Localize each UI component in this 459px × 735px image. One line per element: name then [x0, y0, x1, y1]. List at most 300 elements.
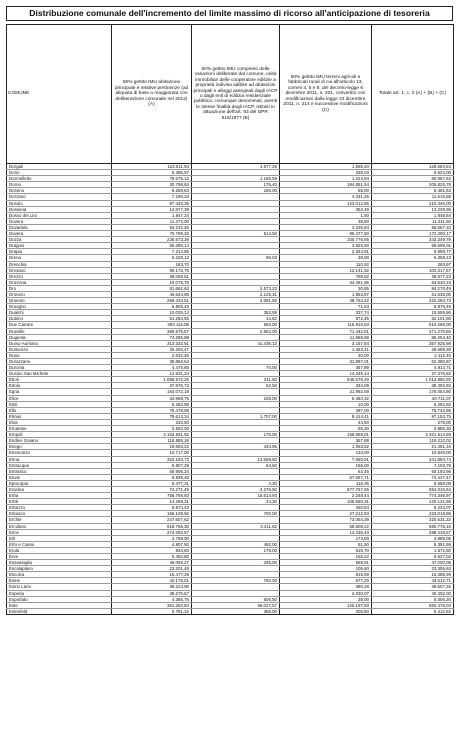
- cell-comune: Erve: [7, 554, 112, 560]
- cell-col-total: 2.988,06: [372, 535, 454, 541]
- cell-col-a: 15.477,28: [112, 572, 192, 578]
- cell-comune: Dovera: [7, 231, 112, 237]
- header-row: [7, 25, 454, 164]
- cell-col-total: 774.346,97: [372, 493, 454, 499]
- cell-col-c: 569,51: [280, 560, 372, 566]
- cell-col-a: 55.390,14: [112, 243, 192, 249]
- cell-col-a: 38.069,61: [112, 273, 192, 279]
- cell-col-total: 5.624,00: [372, 170, 454, 176]
- cell-col-total: 84.270,49: [372, 285, 454, 291]
- cell-col-a: 4.475,85: [112, 365, 192, 371]
- cell-col-total: 74.437,47: [372, 474, 454, 480]
- cell-col-a: 3.820,00: [112, 426, 192, 432]
- cell-col-b: 492,00: [192, 541, 280, 547]
- cell-col-a: 90.175,76: [112, 267, 192, 273]
- cell-col-b: 3.411,82: [192, 523, 280, 529]
- cell-col-c: 367,89: [280, 365, 372, 371]
- cell-col-a: 1.847,24: [112, 212, 192, 218]
- cell-col-c: 30,00: [280, 352, 372, 358]
- cell-comune: Erchie: [7, 517, 112, 523]
- cell-col-total: 583.478,04: [372, 602, 454, 608]
- cell-col-c: 352,49: [280, 206, 372, 212]
- cell-comune: Enna: [7, 456, 112, 462]
- cell-comune: Dronero: [7, 291, 112, 297]
- cell-col-b: 352,59: [192, 310, 280, 316]
- cell-col-total: 6.358,13: [372, 255, 454, 261]
- cell-comune: Esine: [7, 578, 112, 584]
- cell-col-total: 40.302,00: [372, 590, 454, 596]
- cell-col-a: 1.058.672,26: [112, 377, 192, 383]
- cell-comune: Erbezzo: [7, 505, 112, 511]
- cell-col-c: 63,45: [280, 468, 372, 474]
- cell-col-total: 320.631,32: [372, 517, 454, 523]
- cell-col-total: 43.612,71: [372, 578, 454, 584]
- cell-col-b: 166,00: [192, 188, 280, 194]
- cell-col-total: 278,00: [372, 419, 454, 425]
- cell-col-total: 13.229,96: [372, 206, 454, 212]
- cell-col-b: 550,00: [192, 322, 280, 328]
- cell-col-total: 21.491,16: [372, 444, 454, 450]
- cell-comune: Erice: [7, 529, 112, 535]
- cell-comune: Drizzona: [7, 279, 112, 285]
- cell-col-total: 10.849,00: [372, 450, 454, 456]
- cell-col-b: 760,00: [192, 578, 280, 584]
- cell-comune: Due Carrare: [7, 322, 112, 328]
- cell-comune: Erli: [7, 535, 112, 541]
- cell-col-a: 78.576,12: [112, 176, 192, 182]
- cell-col-total: 52.101,90: [372, 316, 454, 322]
- cell-col-c: 125.197,83: [280, 602, 372, 608]
- cell-col-c: 123.012,65: [280, 200, 372, 206]
- cell-col-total: 342.349,79: [372, 237, 454, 243]
- cell-col-c: 71.442,51: [280, 328, 372, 334]
- cell-col-total: 10.559,86: [372, 310, 454, 316]
- cell-comune: Dorno: [7, 182, 112, 188]
- cell-col-c: 3.225,84: [280, 224, 372, 230]
- cell-col-c: 38,00: [280, 255, 372, 261]
- cell-col-a: 5.385,97: [112, 170, 192, 176]
- cell-col-b: 178,00: [192, 547, 280, 553]
- cell-col-a: 154.072,18: [112, 389, 192, 395]
- cell-comune: Duno: [7, 352, 112, 358]
- cell-col-total: 5.292,92: [372, 401, 454, 407]
- cell-col-a: 46.644,85: [112, 291, 192, 297]
- cell-col-b: 175,40: [192, 182, 280, 188]
- cell-col-c: 1.463,41: [280, 346, 372, 352]
- cell-col-a: 6.269,83: [112, 188, 192, 194]
- cell-col-c: 357,88: [280, 438, 372, 444]
- cell-col-total: 96.567,33: [372, 224, 454, 230]
- cell-comune: Dormelletto: [7, 176, 112, 182]
- cell-comune: Escolca: [7, 572, 112, 578]
- header-col-b: 50% gettito IMU compreso delle variazioni deliberate dal comune, unità immobiliari delle cooperative edilizie a proprietà indivisa adibite ad abitazioni principali e alloggi assegnati dagli IACP o dagli enti di edilizia residenziale pubblica, comunque denominati, aventi le stesse finalità degli IACP, istituiti in attuazione dell'art. 93 del DPR 616/1977 (B): [192, 25, 280, 164]
- cell-col-total: 205.825,78: [372, 182, 454, 188]
- cell-col-a: 70.799,33: [112, 231, 192, 237]
- cell-col-a: 7.185,33: [112, 194, 192, 200]
- cell-col-a: 19.693,22: [112, 444, 192, 450]
- cell-col-total: 28.699,30: [372, 346, 454, 352]
- cell-col-total: 75.742,98: [372, 407, 454, 413]
- cell-col-a: 5.282,98: [112, 401, 192, 407]
- cell-col-a: 6.807,29: [112, 462, 192, 468]
- cell-col-c: 71,63: [280, 304, 372, 310]
- cell-col-a: 322.183,73: [112, 456, 192, 462]
- cell-col-c: 27.212,53: [280, 511, 372, 517]
- cell-col-c: 5.484,32: [280, 395, 372, 401]
- cell-comune: Esanatoglia: [7, 560, 112, 566]
- cell-comune: Emarese: [7, 426, 112, 432]
- cell-col-c: 158.958,01: [280, 432, 372, 438]
- cell-col-c: 2.344,91: [280, 249, 372, 255]
- cell-col-a: 518.756,30: [112, 523, 192, 529]
- cell-comune: Eraclea: [7, 486, 112, 492]
- cell-comune: Esporlatu: [7, 596, 112, 602]
- cell-col-b: 175,00: [192, 432, 280, 438]
- cell-col-a: 123.511,94: [112, 164, 192, 170]
- cell-col-total: 59.699,01: [372, 243, 454, 249]
- cell-comune: Este: [7, 602, 112, 608]
- cell-col-total: 80.967,62: [372, 176, 454, 182]
- cell-col-total: 27.376,82: [372, 371, 454, 377]
- cell-col-total: 54.540,23: [372, 279, 454, 285]
- cell-col-b: 434,95: [192, 444, 280, 450]
- cell-col-c: 287,00: [280, 407, 372, 413]
- cell-col-total: 47.000,08: [372, 560, 454, 566]
- cell-comune: Elini: [7, 401, 112, 407]
- table-row: [7, 608, 454, 614]
- cell-col-c: 3.157,84: [280, 340, 372, 346]
- cell-col-total: 210.446,00: [372, 200, 454, 206]
- cell-comune: Dovera: [7, 218, 112, 224]
- cell-col-total: 23.306,63: [372, 566, 454, 572]
- cell-col-total: 40.711,07: [372, 395, 454, 401]
- cell-col-total: 1.848,84: [372, 212, 454, 218]
- cell-comune: Elmas: [7, 413, 112, 419]
- cell-col-total: 357.925,98: [372, 340, 454, 346]
- cell-col-b: 65.027,57: [192, 602, 280, 608]
- cell-comune: Durazzano: [7, 359, 112, 365]
- cell-col-c: 615,70: [280, 547, 372, 553]
- cell-col-c: 1.224,94: [280, 176, 372, 182]
- cell-col-c: 238,03: [280, 170, 372, 176]
- cell-col-b: 4,30: [192, 480, 280, 486]
- cell-col-a: 51.284,55: [112, 316, 192, 322]
- cell-comune: Dorsino: [7, 188, 112, 194]
- cell-comune: Duino-Aurisina: [7, 340, 112, 346]
- cell-col-c: 21.982,59: [280, 389, 372, 395]
- cell-comune: Dozza: [7, 237, 112, 243]
- cell-col-a: 20.798,84: [112, 182, 192, 188]
- cell-col-a: 30.883,64: [112, 359, 192, 365]
- cell-comune: Esino Lario: [7, 584, 112, 590]
- cell-col-c: 155,22: [280, 554, 372, 560]
- cell-col-a: 391.252,84: [112, 602, 192, 608]
- cell-col-c: 184.851,54: [280, 182, 372, 188]
- cell-comune: Endine Gaiano: [7, 438, 112, 444]
- cell-col-a: 4.807,50: [112, 541, 192, 547]
- cell-col-a: 75.478,98: [112, 407, 192, 413]
- cell-col-a: 2.162.531,92: [112, 432, 192, 438]
- cell-col-total: 322.293,73: [372, 298, 454, 304]
- cell-col-total: 172.300,17: [372, 231, 454, 237]
- cell-col-b: 15.514,93: [192, 493, 280, 499]
- cell-col-a: 26.293,47: [112, 346, 192, 352]
- cell-col-c: 798,82: [280, 273, 372, 279]
- cell-col-total: 87.153,75: [372, 413, 454, 419]
- cell-comune: Dueville: [7, 328, 112, 334]
- cell-col-c: 1.863,87: [280, 291, 372, 297]
- cell-comune: Estenfeld: [7, 608, 112, 614]
- cell-col-a: 23.201,45: [112, 566, 192, 572]
- cell-col-c: 156,00: [280, 462, 372, 468]
- cell-comune: Drenchia: [7, 261, 112, 267]
- cell-comune: Dorgali: [7, 164, 112, 170]
- header-col-total: Totale art. 1, c. 2 (A) + (B) + (C): [372, 25, 454, 164]
- cell-col-total: 11.411,60: [372, 218, 454, 224]
- cell-col-total: 86.254,40: [372, 334, 454, 340]
- cell-comune: Erto e Casso: [7, 541, 112, 547]
- cell-col-total: 5.351,59: [372, 541, 454, 547]
- cell-comune: Erba: [7, 493, 112, 499]
- cell-col-b: 96,03: [192, 255, 280, 261]
- cell-col-a: 46.059,27: [112, 560, 192, 566]
- cell-col-c: 51,50: [280, 541, 372, 547]
- cell-col-c: 38,00: [280, 596, 372, 602]
- cell-col-total: 38.877,23: [372, 273, 454, 279]
- cell-col-a: 313.332,51: [112, 340, 192, 346]
- cell-col-c: 38,60: [280, 218, 372, 224]
- cell-col-c: 95.477,50: [280, 231, 372, 237]
- cell-col-total: 2.112,46: [372, 352, 454, 358]
- cell-col-b: 2.652,00: [192, 328, 280, 334]
- cell-col-a: 74.285,88: [112, 334, 192, 340]
- cell-col-c: 67.597,71: [280, 474, 372, 480]
- cell-col-c: 14.335,43: [280, 529, 372, 535]
- cell-col-b: 64,60: [192, 462, 280, 468]
- cell-comune: Dossena: [7, 206, 112, 212]
- cell-comune: Ercolano: [7, 523, 112, 529]
- cell-col-c: 48.764,42: [280, 298, 372, 304]
- cell-col-c: 173,00: [280, 535, 372, 541]
- cell-col-a: 165.108,56: [112, 511, 192, 517]
- cell-col-a: 78.613,34: [112, 413, 192, 419]
- cell-col-c: 360,54: [280, 505, 372, 511]
- cell-col-a: 11.373,00: [112, 218, 192, 224]
- table-body: [7, 164, 454, 615]
- cell-col-b: 52,50: [192, 383, 280, 389]
- cell-col-a: 81.662,63: [112, 285, 192, 291]
- cell-col-b: 70,00: [192, 365, 280, 371]
- cell-comune: Drezzo: [7, 273, 112, 279]
- cell-col-a: 756.769,93: [112, 493, 192, 499]
- cell-col-c: 14.445,14: [280, 371, 372, 377]
- cell-col-c: 105.776,55: [280, 237, 372, 243]
- cell-col-a: 10.025,13: [112, 310, 192, 316]
- cell-col-total: 510.288,00: [372, 322, 454, 328]
- cell-col-c: 8.414,41: [280, 413, 372, 419]
- cell-col-a: 12.877,39: [112, 206, 192, 212]
- cell-col-total: 5.006,26: [372, 596, 454, 602]
- cell-col-total: 120.121,65: [372, 499, 454, 505]
- cell-col-total: 6.412,82: [372, 608, 454, 614]
- cell-col-total: 9.559,77: [372, 249, 454, 255]
- cell-col-c: 7.060,91: [280, 456, 372, 462]
- cell-col-b: 2.125,31: [192, 291, 280, 297]
- cell-col-total: 60.193,96: [372, 468, 454, 474]
- cell-col-c: 1.595,40: [280, 164, 372, 170]
- cell-col-b: 1.707,00: [192, 413, 280, 419]
- cell-col-a: 38.270,67: [112, 590, 192, 596]
- cell-col-b: 311,60: [192, 377, 280, 383]
- cell-col-c: 380,28: [280, 584, 372, 590]
- cell-col-total: 176.054,80: [372, 389, 454, 395]
- cell-col-b: 24,30: [192, 499, 280, 505]
- cell-col-total: 3.885,30: [372, 426, 454, 432]
- cell-comune: Episcopia: [7, 480, 112, 486]
- header-comune: COMUNE: [7, 25, 112, 164]
- cell-col-c: 2.248,44: [280, 493, 372, 499]
- cell-col-a: 233,50: [112, 419, 192, 425]
- cell-col-total: 38.392,82: [372, 383, 454, 389]
- cell-col-b: 366,00: [192, 608, 280, 614]
- distribution-table: [6, 24, 454, 615]
- cell-col-total: 119.212,02: [372, 438, 454, 444]
- cell-col-a: 93.232,46: [112, 224, 192, 230]
- cell-comune: Drena: [7, 255, 112, 261]
- cell-comune: Dumenza: [7, 346, 112, 352]
- cell-col-a: 247.607,62: [112, 517, 192, 523]
- cell-col-total: 283,97: [372, 261, 454, 267]
- cell-comune: Dubino: [7, 316, 112, 322]
- cell-col-total: 9.234,07: [372, 505, 454, 511]
- cell-col-a: 8.874,43: [112, 505, 192, 511]
- cell-comune: Dovadola: [7, 224, 112, 230]
- cell-col-total: 2.321.514,93: [372, 432, 454, 438]
- cell-col-c: 334,09: [280, 383, 372, 389]
- cell-col-c: 337,74: [280, 310, 372, 316]
- cell-col-c: 815,69: [280, 572, 372, 578]
- cell-col-c: 58.608,22: [280, 523, 372, 529]
- cell-col-total: 102.317,67: [372, 267, 454, 273]
- cell-col-total: 6.876,49: [372, 304, 454, 310]
- cell-col-a: 393.115,08: [112, 322, 192, 328]
- cell-col-a: 37.975,73: [112, 383, 192, 389]
- cell-comune: Druento: [7, 298, 112, 304]
- cell-col-b: 514,50: [192, 231, 280, 237]
- cell-col-total: 6.461,63: [372, 188, 454, 194]
- cell-col-total: 1.013.860,92: [372, 377, 454, 383]
- cell-comune: Dosso del Liro: [7, 212, 112, 218]
- cell-comune: Dosolo: [7, 200, 112, 206]
- header-col-c: 50% gettito IMU terreni agricoli e fabbricati rurali di cui all'articolo 13, commi 4, 5 e 8, del decreto-legge 6 dicembre 2011, n. 201, convertito con modificazioni dalla legge 22 dicembre 2011, n. 214 e successive modificazioni (C): [280, 25, 372, 164]
- cell-col-a: 6.839,46: [112, 474, 192, 480]
- cell-col-a: 2.032,46: [112, 352, 192, 358]
- cell-col-total: 7.103,79: [372, 462, 454, 468]
- cell-comune: Elva: [7, 419, 112, 425]
- cell-col-c: 4.331,25: [280, 194, 372, 200]
- cell-col-c: 65,00: [280, 188, 372, 194]
- cell-col-b: 14,82: [192, 316, 280, 322]
- cell-comune: Dresano: [7, 267, 112, 273]
- cell-col-c: 73.054,39: [280, 517, 372, 523]
- cell-col-b: 346,00: [192, 560, 280, 566]
- cell-comune: Empoli: [7, 432, 112, 438]
- cell-col-b: 4.577,28: [192, 164, 280, 170]
- cell-col-c: 30,85: [280, 285, 372, 291]
- cell-col-a: 6.228,13: [112, 255, 192, 261]
- cell-col-a: 42.175,01: [112, 578, 192, 584]
- cell-col-a: 14.269,31: [112, 499, 192, 505]
- cell-col-a: 39.224,90: [112, 584, 192, 590]
- cell-col-b: 4.091,55: [192, 298, 280, 304]
- cell-comune: Escalaplano: [7, 566, 112, 572]
- cell-col-total: 580.776,16: [372, 523, 454, 529]
- cell-comune: Dragoni: [7, 243, 112, 249]
- cell-col-total: 1.572,80: [372, 547, 454, 553]
- cell-comune: Dugenta: [7, 334, 112, 340]
- cell-col-b: 1.166,59: [192, 176, 280, 182]
- cell-col-c: 44.461,96: [280, 279, 372, 285]
- header-col-a: 50% gettito IMU abitazione principale e relative pertinenze (ad aliquota di base o maggiorata con deliberazione comunale nel 2012) (A): [112, 25, 192, 164]
- cell-col-total: 4.914,71: [372, 365, 454, 371]
- cell-col-c: 545.576,49: [280, 377, 372, 383]
- cell-col-c: 31.897,01: [280, 359, 372, 365]
- cell-col-a: 7.214,86: [112, 249, 192, 255]
- cell-comune: Elice: [7, 395, 112, 401]
- cell-col-a: 269.434,51: [112, 298, 192, 304]
- cell-col-total: 11.516,58: [372, 194, 454, 200]
- cell-col-c: 116,35: [280, 480, 372, 486]
- cell-col-c: 1,60: [280, 212, 372, 218]
- cell-comune: Drapia: [7, 249, 112, 255]
- cell-col-total: 341.884,74: [372, 456, 454, 462]
- cell-col-c: 1.063,52: [280, 444, 372, 450]
- cell-comune: Envie: [7, 474, 112, 480]
- cell-col-b: 605,50: [192, 596, 280, 602]
- cell-col-a: 5.477,31: [112, 480, 192, 486]
- cell-comune: Dorio: [7, 170, 112, 176]
- cell-col-total: 654.315,64: [372, 486, 454, 492]
- cell-comune: Esperia: [7, 590, 112, 596]
- cell-col-a: 34.998,75: [112, 395, 192, 401]
- cell-comune: Druogno: [7, 304, 112, 310]
- cell-col-a: 87.433,35: [112, 200, 192, 206]
- cell-col-c: 2.030,07: [280, 590, 372, 596]
- cell-comune: Dualchi: [7, 310, 112, 316]
- cell-col-a: 163,70: [112, 261, 192, 267]
- cell-col-c: 872,45: [280, 316, 372, 322]
- cell-col-c: 116.910,53: [280, 322, 372, 328]
- cell-col-total: 5.658,08: [372, 480, 454, 486]
- cell-col-c: 12.141,92: [280, 267, 372, 273]
- cell-comune: Duronia: [7, 365, 112, 371]
- cell-col-c: 133,00: [280, 450, 372, 456]
- cell-col-c: 10,00: [280, 401, 372, 407]
- cell-col-a: 5.450,80: [112, 554, 192, 560]
- cell-col-a: 74.271,49: [112, 486, 192, 492]
- cell-col-a: 235.573,28: [112, 237, 192, 243]
- cell-col-a: 395.575,57: [112, 328, 192, 334]
- cell-col-c: 577,20: [280, 578, 372, 584]
- cell-comune: Dro: [7, 285, 112, 291]
- cell-col-b: 228,00: [192, 395, 280, 401]
- cell-col-a: 10.078,78: [112, 279, 192, 285]
- cell-col-c: 3.825,50: [280, 243, 372, 249]
- cell-comune: Enego: [7, 444, 112, 450]
- cell-comune: Enemonzo: [7, 450, 112, 456]
- cell-col-total: 16.385,39: [372, 572, 454, 578]
- cell-comune: Entracque: [7, 462, 112, 468]
